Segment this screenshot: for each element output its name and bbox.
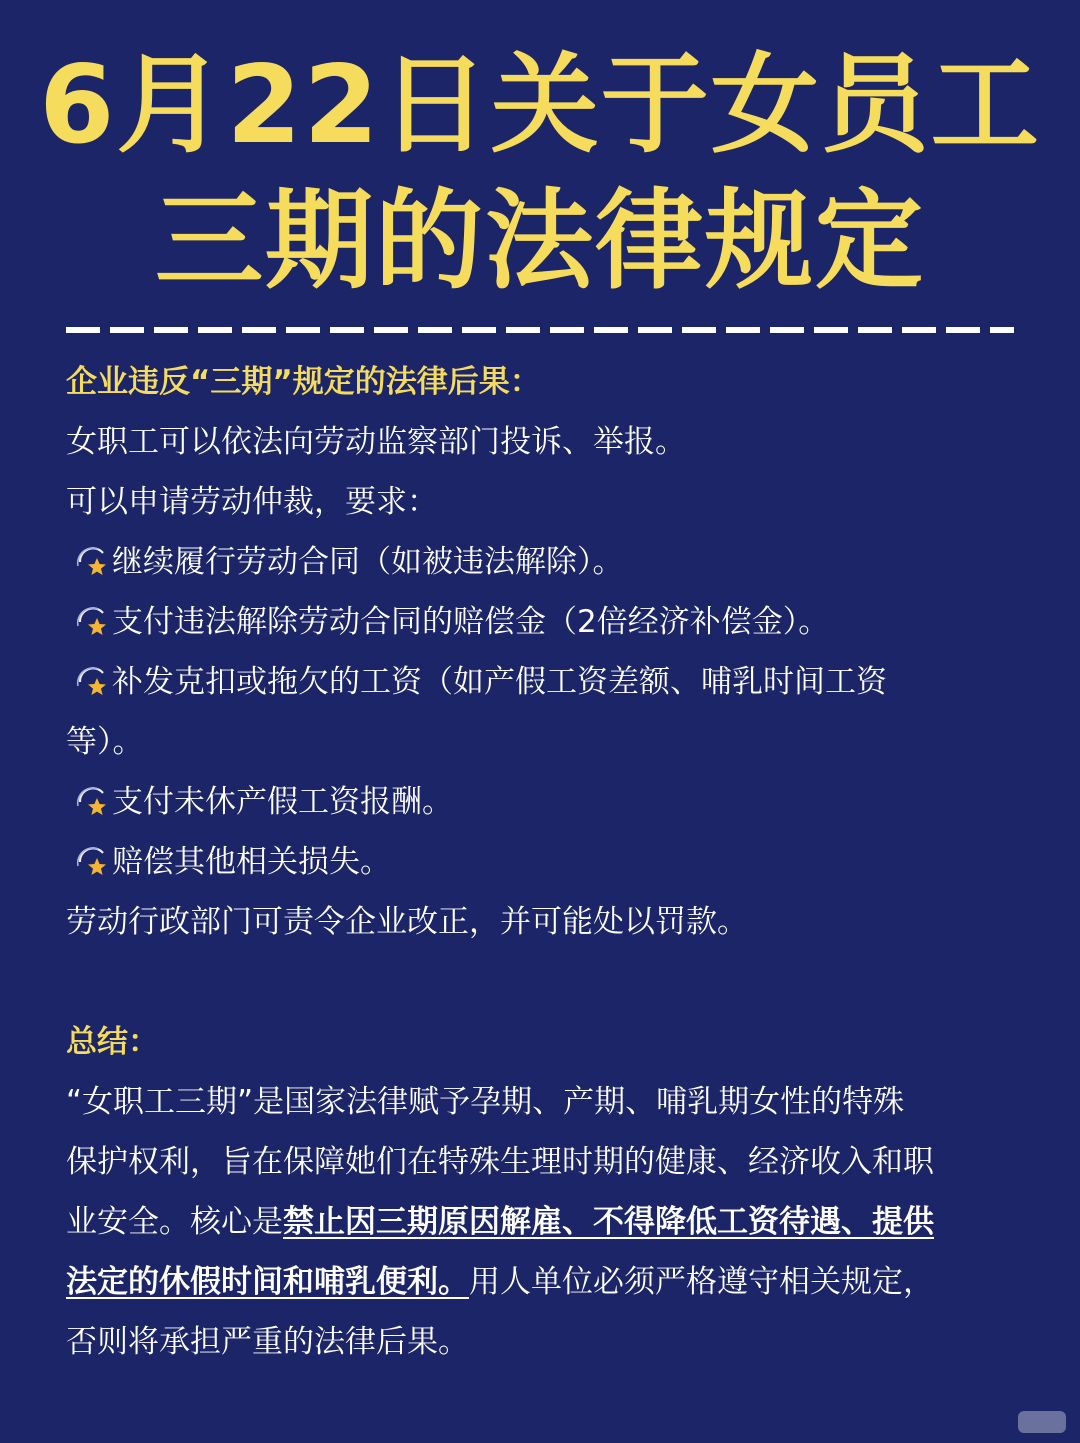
page-title-line-1: 6月22日关于女员工 xyxy=(39,43,1041,168)
shooting-star-icon xyxy=(76,664,110,698)
paragraph-penalty: 劳动行政部门可责令企业改正，并可能处以罚款。 xyxy=(66,904,748,940)
paragraph-complaint: 女职工可以依法向劳动监察部门投诉、举报。 xyxy=(66,424,686,460)
summary-line xyxy=(66,1192,1014,1252)
summary-text: 用人单位必须严格遵守相关规定， xyxy=(469,1264,934,1300)
summary-line: 保护权利，旨在保障她们在特殊生理时期的健康、经济收入和职 xyxy=(66,1144,934,1180)
summary-line xyxy=(66,1252,1014,1312)
section-heading-consequences: 企业违反“三期”规定的法律后果： xyxy=(66,364,541,400)
spacer xyxy=(66,952,1014,1012)
list-item xyxy=(66,532,1014,592)
shooting-star-icon xyxy=(76,784,110,818)
list-item-text: 支付违法解除劳动合同的赔偿金（2倍经济补偿金）。 xyxy=(112,604,830,640)
paragraph-arbitration: 可以申请劳动仲裁，要求： xyxy=(66,484,438,520)
list-item-text: 支付未休产假工资报酬。 xyxy=(112,784,453,820)
summary-line: 否则将承担严重的法律后果。 xyxy=(66,1324,469,1360)
watermark-logo xyxy=(1018,1411,1066,1433)
summary-line: “女职工三期”是国家法律赋予孕期、产期、哺乳期女性的特殊 xyxy=(66,1084,905,1120)
list-item xyxy=(66,592,1014,652)
page-title-line-2: 三期的法律规定 xyxy=(154,179,925,304)
article-body xyxy=(66,352,1014,1372)
list-item-continuation: 等）。 xyxy=(66,724,144,760)
list-item xyxy=(66,772,1014,832)
list-item-text: 继续履行劳动合同（如被违法解除）。 xyxy=(112,544,624,580)
summary-highlight: 禁止因三期原因解雇、不得降低工资待遇、提供 xyxy=(283,1204,934,1240)
list-item xyxy=(66,652,1014,712)
dashed-divider xyxy=(66,327,1014,333)
shooting-star-icon xyxy=(76,544,110,578)
summary-highlight: 法定的休假时间和哺乳便利。 xyxy=(66,1264,469,1300)
list-item-text: 补发克扣或拖欠的工资（如产假工资差额、哺乳时间工资 xyxy=(112,664,887,700)
list-item xyxy=(66,832,1014,892)
shooting-star-icon xyxy=(76,604,110,638)
section-heading-summary: 总结： xyxy=(66,1024,159,1060)
list-item-text: 赔偿其他相关损失。 xyxy=(112,844,391,880)
summary-text: 业安全。核心是 xyxy=(66,1204,283,1240)
shooting-star-icon xyxy=(76,844,110,878)
